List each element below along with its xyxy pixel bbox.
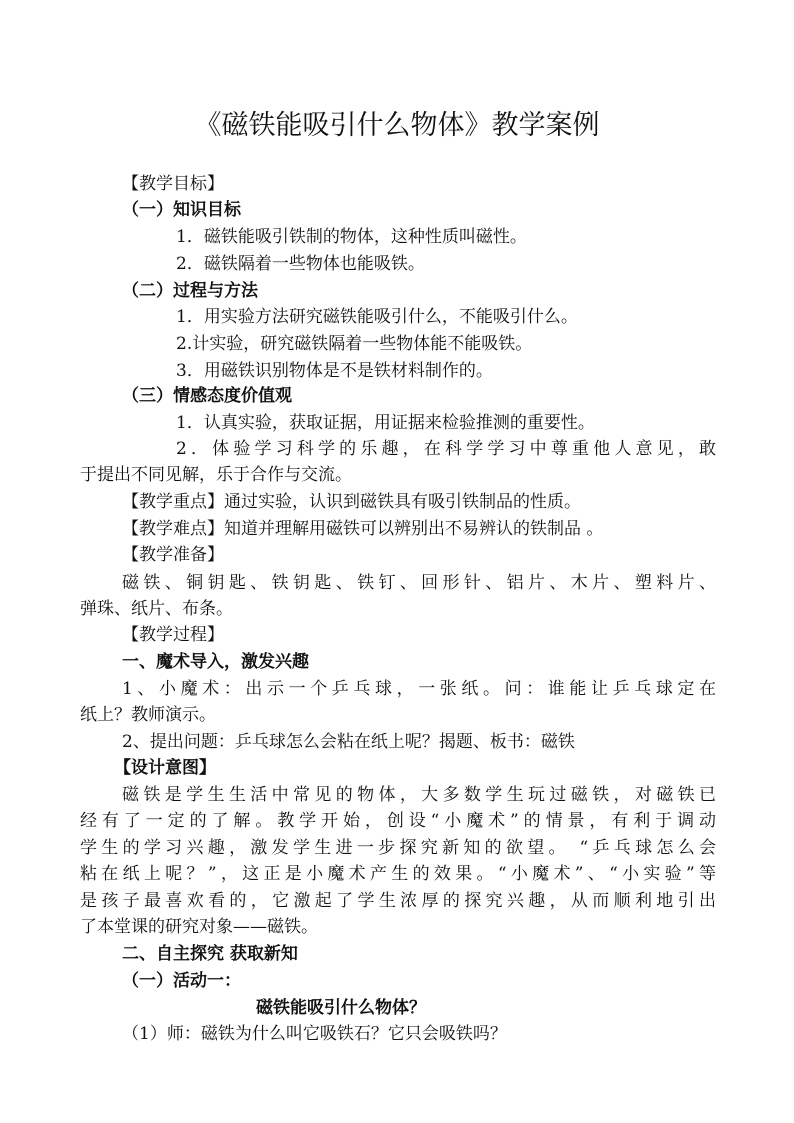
document-title: 《磁铁能吸引什么物体》教学案例: [194, 110, 600, 141]
knowledge-item-2: 2．磁铁隔着一些物体也能吸铁。: [176, 254, 425, 274]
knowledge-item-1: 1．磁铁能吸引铁制的物体，这种性质叫磁性。: [176, 227, 527, 247]
part1-step1-line-2: 纸上？教师演示。: [80, 705, 216, 725]
knowledge-goals-heading: （一）知识目标: [122, 200, 241, 220]
activity1-title: 磁铁能吸引什么物体？: [256, 998, 426, 1018]
design-intent-line-2: 经有了一定的了解。教学开始，创设“小魔术”的情景，有利于调动: [80, 811, 716, 831]
attitude-item-2-line-1: 2．体验学习科学的乐趣，在科学学习中尊重他人意见，敢: [176, 439, 716, 459]
part1-step1-line-1: 1、小魔术：出示一个乒乓球，一张纸。问：谁能让乒乓球定在: [122, 679, 716, 699]
preparation-heading: 【教学准备】: [122, 545, 224, 565]
attitude-item-2-line-2: 于提出不同见解，乐于合作与交流。: [80, 465, 352, 485]
process-item-2: 2.计实验，研究磁铁隔着一些物体能不能吸铁。: [176, 334, 533, 354]
part2-heading: 二、自主探究 获取新知: [122, 944, 298, 964]
key-point: 【教学重点】通过实验，认识到磁铁具有吸引铁制品的性质。: [122, 492, 581, 512]
design-intent-heading: 【设计意图】: [114, 758, 216, 778]
goals-heading: 【教学目标】: [122, 174, 224, 194]
attitude-goals-heading: （三）情感态度价值观: [122, 386, 292, 406]
attitude-item-1: 1．认真实验，获取证据，用证据来检验推测的重要性。: [176, 413, 595, 433]
difficult-point: 【教学难点】知道并理解用磁铁可以辨别出不易辨认的铁制品 。: [122, 519, 604, 539]
process-item-1: 1．用实验方法研究磁铁能吸引什么，不能吸引什么。: [176, 307, 578, 327]
design-intent-line-6: 了本堂课的研究对象——磁铁。: [80, 917, 318, 937]
activity1-label: （一）活动一：: [122, 971, 241, 991]
process-heading: 【教学过程】: [122, 625, 224, 645]
preparation-line-2: 弹珠、纸片、布条。: [80, 599, 233, 619]
part1-heading: 一、魔术导入，激发兴趣: [122, 652, 309, 672]
process-goals-heading: （二）过程与方法: [122, 281, 258, 301]
design-intent-line-1: 磁铁是学生生活中常见的物体，大多数学生玩过磁铁，对磁铁已: [122, 785, 716, 805]
design-intent-line-5: 是孩子最喜欢看的，它激起了学生浓厚的探究兴趣，从而顺利地引出: [80, 891, 716, 911]
design-intent-line-3: 学生的学习兴趣，激发学生进一步探究新知的欲望。 “乒乓球怎么会: [80, 838, 716, 858]
part1-step2: 2、提出问题：乒乓球怎么会粘在纸上呢？揭题、板书：磁铁: [122, 732, 575, 752]
process-item-3: 3．用磁铁识别物体是不是铁材料制作的。: [176, 361, 493, 381]
activity1-question-1: （1）师：磁铁为什么叫它吸铁石？它只会吸铁吗？: [122, 1024, 507, 1044]
preparation-line-1: 磁铁、铜钥匙、铁钥匙、铁钉、回形针、铝片、木片、塑料片、: [122, 573, 716, 593]
design-intent-line-4: 粘在纸上呢？”，这正是小魔术产生的效果。“小魔术”、“小实验”等: [80, 864, 716, 884]
